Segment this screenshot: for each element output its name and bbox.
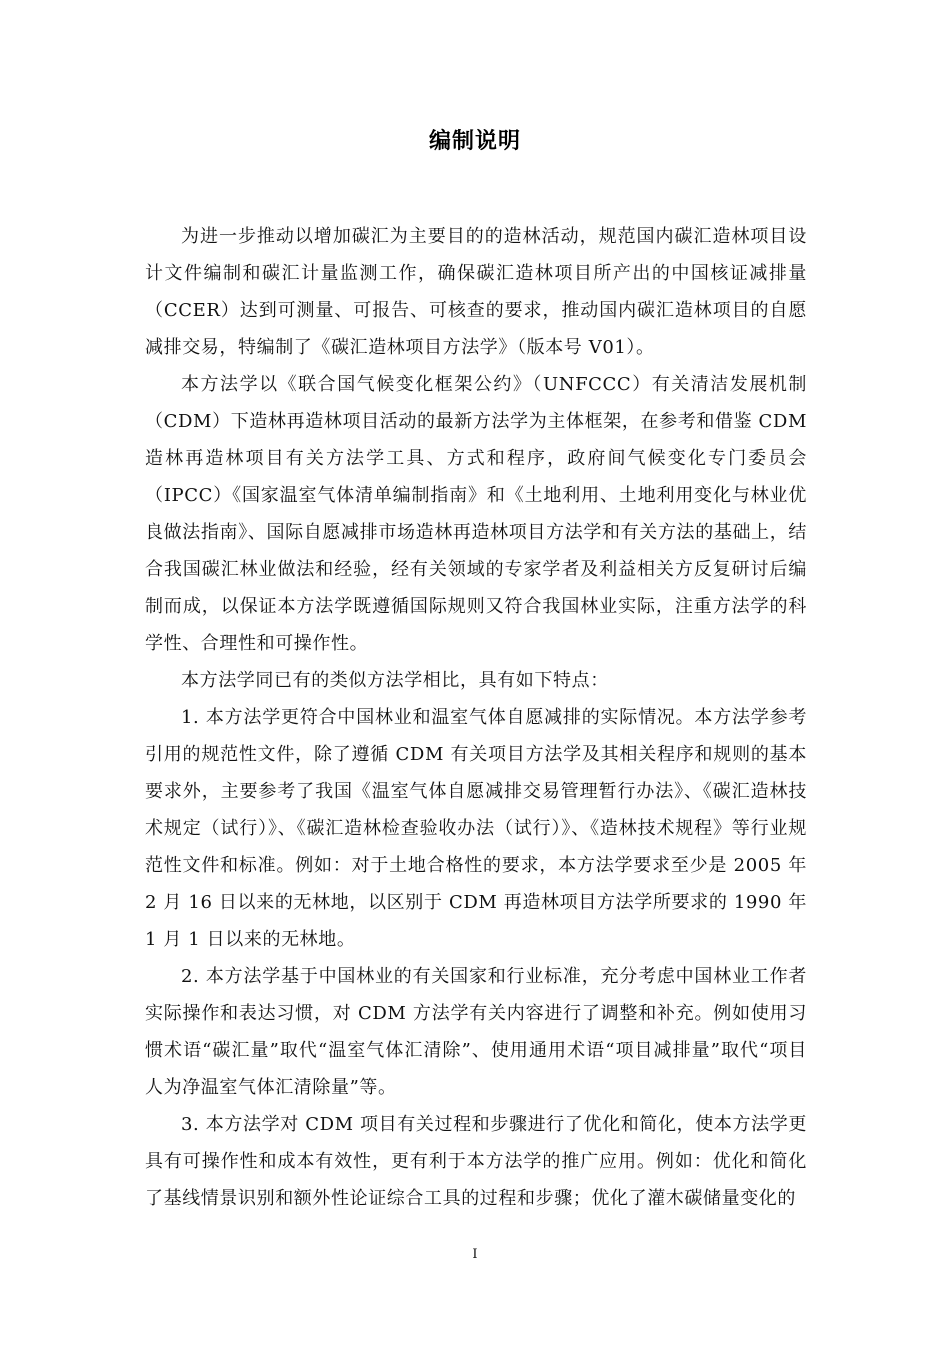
paragraph-feature-2: 2. 本方法学基于中国林业的有关国家和行业标准，充分考虑中国林业工作者实际操作和表达习惯，对 CDM 方法学有关内容进行了调整和补充。例如使用习惯术语“碳汇量”取代“温室气体汇清除”、使用通用术语“项目减排量”取代“项目人为净温室气体汇清除量”等。: [145, 966, 807, 1098]
page-number: I: [472, 1247, 478, 1262]
paragraph-feature-3: 3. 本方法学对 CDM 项目有关过程和步骤进行了优化和简化，使本方法学更具有可操作性和成本有效性，更有利于本方法学的推广应用。例如：优化和简化了基线情景识别和额外性论证综合工具的过程和步骤；优化了灌木碳储量变化的: [145, 1114, 807, 1209]
paragraph-feature-1: 1. 本方法学更符合中国林业和温室气体自愿减排的实际情况。本方法学参考引用的规范性文件，除了遵循 CDM 有关项目方法学及其相关程序和规则的基本要求外，主要参考了我国《温室气体自愿减排交易管理暂行办法》、《碳汇造林技术规定（试行）》、《碳汇造林检查验收办法（试行）》、《造林技术规程》等行业规范性文件和标准。例如：对于土地合格性的要求，本方法学要求至少是 2005 年 2 月 16 日以来的无林地，以区别于 CDM 再造林项目方法学所要求的 1990 年 1 月 1 日以来的无林地。: [145, 707, 807, 950]
document-title: 编制说明: [428, 129, 521, 154]
paragraph-intro: 为进一步推动以增加碳汇为主要目的的造林活动，规范国内碳汇造林项目设计文件编制和碳汇计量监测工作，确保碳汇造林项目所产出的中国核证减排量（CCER）达到可测量、可报告、可核查的要求，推动国内碳汇造林项目的自愿减排交易，特编制了《碳汇造林项目方法学》（版本号 V01）。: [145, 226, 807, 358]
paragraph-features-intro: 本方法学同已有的类似方法学相比，具有如下特点：: [181, 670, 609, 691]
paragraph-framework: 本方法学以《联合国气候变化框架公约》（UNFCCC）有关清洁发展机制（CDM）下造林再造林项目活动的最新方法学为主体框架，在参考和借鉴 CDM 造林再造林项目有关方法学工具、方式和程序，政府间气候变化专门委员会（IPCC）《国家温室气体清单编制指南》和《土地利用、土地利用变化与林业优良做法指南》、国际自愿减排市场造林再造林项目方法学和有关方法的基础上，结合我国碳汇林业做法和经验，经有关领域的专家学者及利益相关方反复研讨后编制而成，以保证本方法学既遵循国际规则又符合我国林业实际，注重方法学的科学性、合理性和可操作性。: [145, 374, 807, 654]
document-body: [145, 218, 807, 1217]
